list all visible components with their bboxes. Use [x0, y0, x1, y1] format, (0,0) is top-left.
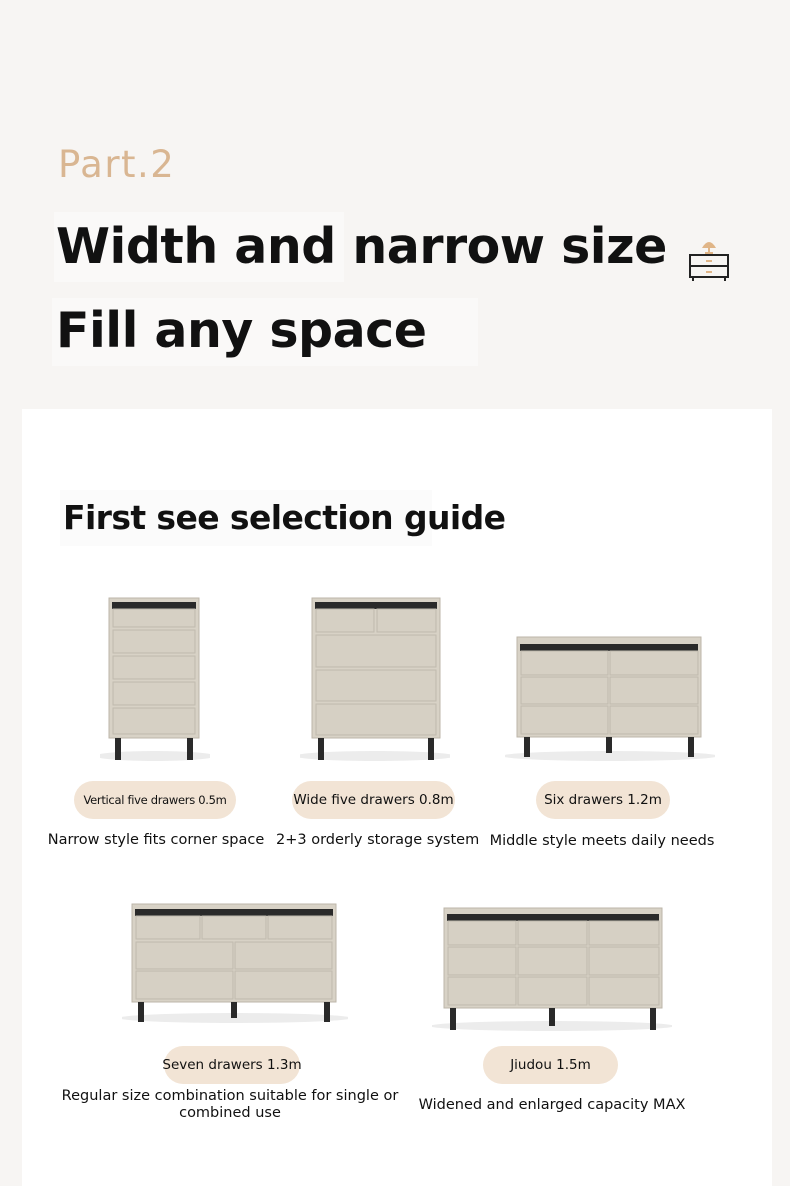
- product-description-line-2: combined use: [179, 1105, 281, 1121]
- product-image-jiudou-nine-drawers: [432, 906, 672, 1036]
- product-description: Narrow style fits corner space: [47, 832, 265, 848]
- size-badge: Jiudou 1.5m: [483, 1046, 618, 1084]
- size-badge: Six drawers 1.2m: [536, 781, 670, 819]
- nightstand-lamp-icon: [686, 236, 732, 284]
- size-badge: Wide five drawers 0.8m: [292, 781, 455, 819]
- product-description: 2+3 orderly storage system: [276, 832, 480, 848]
- product-image-wide-five-drawers: [300, 596, 450, 766]
- product-image-vertical-five-drawers: [100, 596, 210, 766]
- page-title-line-2: Fill any space: [56, 302, 427, 359]
- product-description: Middle style meets daily needs: [489, 833, 715, 849]
- page-title-line-1: Width and narrow size: [56, 218, 667, 275]
- size-badge: Seven drawers 1.3m: [164, 1046, 300, 1084]
- guide-title: First see selection guide: [63, 498, 506, 537]
- product-image-six-drawers: [505, 634, 715, 764]
- section-number: Part.2: [58, 143, 176, 186]
- size-badge: Vertical five drawers 0.5m: [74, 781, 236, 819]
- product-description-line-1: Regular size combination suitable for single or: [61, 1088, 399, 1104]
- product-image-seven-drawers: [122, 902, 348, 1027]
- product-description: Widened and enlarged capacity MAX: [418, 1097, 686, 1113]
